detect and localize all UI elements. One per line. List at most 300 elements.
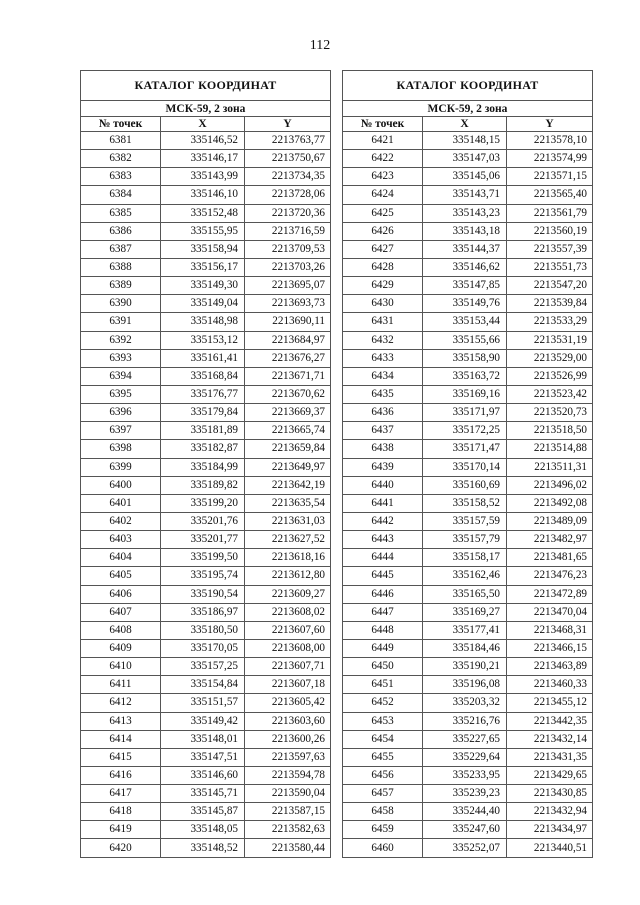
y-coordinate-cell: 2213547,20 xyxy=(507,277,593,295)
table-row xyxy=(343,748,593,766)
table-row xyxy=(343,512,593,530)
table-row xyxy=(343,258,593,276)
column-header-number: № точек xyxy=(343,117,423,132)
y-coordinate-cell: 2213430,85 xyxy=(507,785,593,803)
table-row xyxy=(81,785,331,803)
x-coordinate-cell: 335157,79 xyxy=(423,531,507,549)
y-coordinate-cell: 2213763,77 xyxy=(245,132,331,150)
table-body xyxy=(343,132,593,858)
y-coordinate-cell: 2213472,89 xyxy=(507,585,593,603)
coordinate-catalog-table-right xyxy=(342,70,593,858)
y-coordinate-cell: 2213482,97 xyxy=(507,531,593,549)
point-number-cell: 6439 xyxy=(343,458,423,476)
y-coordinate-cell: 2213631,03 xyxy=(245,512,331,530)
table-row xyxy=(343,150,593,168)
y-coordinate-cell: 2213561,79 xyxy=(507,204,593,222)
x-coordinate-cell: 335148,52 xyxy=(161,839,245,857)
y-coordinate-cell: 2213455,12 xyxy=(507,694,593,712)
point-number-cell: 6385 xyxy=(81,204,161,222)
x-coordinate-cell: 335216,76 xyxy=(423,712,507,730)
y-coordinate-cell: 2213627,52 xyxy=(245,531,331,549)
point-number-cell: 6416 xyxy=(81,766,161,784)
x-coordinate-cell: 335165,50 xyxy=(423,585,507,603)
x-coordinate-cell: 335143,71 xyxy=(423,186,507,204)
x-coordinate-cell: 335155,66 xyxy=(423,331,507,349)
x-coordinate-cell: 335158,94 xyxy=(161,240,245,258)
column-header-x: X xyxy=(423,117,507,132)
y-coordinate-cell: 2213518,50 xyxy=(507,422,593,440)
y-coordinate-cell: 2213431,35 xyxy=(507,748,593,766)
point-number-cell: 6450 xyxy=(343,658,423,676)
x-coordinate-cell: 335180,50 xyxy=(161,621,245,639)
y-coordinate-cell: 2213669,37 xyxy=(245,404,331,422)
table-row xyxy=(343,730,593,748)
y-coordinate-cell: 2213670,62 xyxy=(245,385,331,403)
table-row xyxy=(343,295,593,313)
table-row xyxy=(81,367,331,385)
y-coordinate-cell: 2213470,04 xyxy=(507,603,593,621)
point-number-cell: 6411 xyxy=(81,676,161,694)
point-number-cell: 6425 xyxy=(343,204,423,222)
point-number-cell: 6394 xyxy=(81,367,161,385)
x-coordinate-cell: 335156,17 xyxy=(161,258,245,276)
catalog-title: КАТАЛОГ КООРДИНАТ xyxy=(81,71,331,101)
x-coordinate-cell: 335170,14 xyxy=(423,458,507,476)
column-header-y: Y xyxy=(507,117,593,132)
x-coordinate-cell: 335171,97 xyxy=(423,404,507,422)
table-row xyxy=(343,712,593,730)
x-coordinate-cell: 335184,99 xyxy=(161,458,245,476)
x-coordinate-cell: 335177,41 xyxy=(423,621,507,639)
y-coordinate-cell: 2213695,07 xyxy=(245,277,331,295)
table-row xyxy=(343,404,593,422)
x-coordinate-cell: 335244,40 xyxy=(423,803,507,821)
y-coordinate-cell: 2213511,31 xyxy=(507,458,593,476)
y-coordinate-cell: 2213608,00 xyxy=(245,639,331,657)
table-row xyxy=(81,295,331,313)
table-row xyxy=(343,186,593,204)
table-row xyxy=(81,258,331,276)
table-row xyxy=(81,222,331,240)
point-number-cell: 6449 xyxy=(343,639,423,657)
point-number-cell: 6415 xyxy=(81,748,161,766)
y-coordinate-cell: 2213526,99 xyxy=(507,367,593,385)
table-row xyxy=(81,621,331,639)
point-number-cell: 6412 xyxy=(81,694,161,712)
y-coordinate-cell: 2213703,26 xyxy=(245,258,331,276)
point-number-cell: 6390 xyxy=(81,295,161,313)
point-number-cell: 6393 xyxy=(81,349,161,367)
table-row xyxy=(343,494,593,512)
y-coordinate-cell: 2213468,31 xyxy=(507,621,593,639)
table-row xyxy=(81,839,331,857)
point-number-cell: 6401 xyxy=(81,494,161,512)
table-row xyxy=(343,222,593,240)
table-row xyxy=(81,422,331,440)
y-coordinate-cell: 2213684,97 xyxy=(245,331,331,349)
point-number-cell: 6420 xyxy=(81,839,161,857)
x-coordinate-cell: 335189,82 xyxy=(161,476,245,494)
table-row xyxy=(81,766,331,784)
column-header-number: № точек xyxy=(81,117,161,132)
y-coordinate-cell: 2213607,18 xyxy=(245,676,331,694)
point-number-cell: 6387 xyxy=(81,240,161,258)
x-coordinate-cell: 335153,12 xyxy=(161,331,245,349)
y-coordinate-cell: 2213574,99 xyxy=(507,150,593,168)
point-number-cell: 6426 xyxy=(343,222,423,240)
table-row xyxy=(343,676,593,694)
point-number-cell: 6444 xyxy=(343,549,423,567)
x-coordinate-cell: 335146,62 xyxy=(423,258,507,276)
table-row xyxy=(81,132,331,150)
y-coordinate-cell: 2213529,00 xyxy=(507,349,593,367)
point-number-cell: 6398 xyxy=(81,440,161,458)
point-number-cell: 6440 xyxy=(343,476,423,494)
x-coordinate-cell: 335186,97 xyxy=(161,603,245,621)
table-row xyxy=(343,458,593,476)
y-coordinate-cell: 2213571,15 xyxy=(507,168,593,186)
y-coordinate-cell: 2213665,74 xyxy=(245,422,331,440)
x-coordinate-cell: 335145,06 xyxy=(423,168,507,186)
point-number-cell: 6413 xyxy=(81,712,161,730)
table-row xyxy=(343,313,593,331)
y-coordinate-cell: 2213605,42 xyxy=(245,694,331,712)
y-coordinate-cell: 2213600,26 xyxy=(245,730,331,748)
x-coordinate-cell: 335190,54 xyxy=(161,585,245,603)
y-coordinate-cell: 2213531,19 xyxy=(507,331,593,349)
y-coordinate-cell: 2213734,35 xyxy=(245,168,331,186)
point-number-cell: 6446 xyxy=(343,585,423,603)
x-coordinate-cell: 335201,77 xyxy=(161,531,245,549)
catalog-title: КАТАЛОГ КООРДИНАТ xyxy=(343,71,593,101)
y-coordinate-cell: 2213520,73 xyxy=(507,404,593,422)
point-number-cell: 6391 xyxy=(81,313,161,331)
point-number-cell: 6434 xyxy=(343,367,423,385)
y-coordinate-cell: 2213476,23 xyxy=(507,567,593,585)
point-number-cell: 6443 xyxy=(343,531,423,549)
x-coordinate-cell: 335148,01 xyxy=(161,730,245,748)
x-coordinate-cell: 335158,90 xyxy=(423,349,507,367)
point-number-cell: 6442 xyxy=(343,512,423,530)
table-row xyxy=(343,621,593,639)
y-coordinate-cell: 2213618,16 xyxy=(245,549,331,567)
y-coordinate-cell: 2213612,80 xyxy=(245,567,331,585)
x-coordinate-cell: 335146,52 xyxy=(161,132,245,150)
point-number-cell: 6417 xyxy=(81,785,161,803)
point-number-cell: 6414 xyxy=(81,730,161,748)
y-coordinate-cell: 2213466,15 xyxy=(507,639,593,657)
table-row xyxy=(81,494,331,512)
table-row xyxy=(81,186,331,204)
y-coordinate-cell: 2213557,39 xyxy=(507,240,593,258)
y-coordinate-cell: 2213671,71 xyxy=(245,367,331,385)
point-number-cell: 6406 xyxy=(81,585,161,603)
table-row xyxy=(343,658,593,676)
x-coordinate-cell: 335147,85 xyxy=(423,277,507,295)
table-row xyxy=(81,549,331,567)
point-number-cell: 6423 xyxy=(343,168,423,186)
point-number-cell: 6381 xyxy=(81,132,161,150)
x-coordinate-cell: 335169,27 xyxy=(423,603,507,621)
point-number-cell: 6418 xyxy=(81,803,161,821)
table-row xyxy=(343,367,593,385)
y-coordinate-cell: 2213720,36 xyxy=(245,204,331,222)
table-row xyxy=(343,585,593,603)
point-number-cell: 6429 xyxy=(343,277,423,295)
point-number-cell: 6408 xyxy=(81,621,161,639)
y-coordinate-cell: 2213560,19 xyxy=(507,222,593,240)
point-number-cell: 6427 xyxy=(343,240,423,258)
point-number-cell: 6448 xyxy=(343,621,423,639)
point-number-cell: 6430 xyxy=(343,295,423,313)
x-coordinate-cell: 335147,51 xyxy=(161,748,245,766)
y-coordinate-cell: 2213523,42 xyxy=(507,385,593,403)
y-coordinate-cell: 2213432,14 xyxy=(507,730,593,748)
x-coordinate-cell: 335151,57 xyxy=(161,694,245,712)
table-row xyxy=(81,458,331,476)
x-coordinate-cell: 335153,44 xyxy=(423,313,507,331)
y-coordinate-cell: 2213716,59 xyxy=(245,222,331,240)
table-row xyxy=(343,803,593,821)
x-coordinate-cell: 335168,84 xyxy=(161,367,245,385)
point-number-cell: 6460 xyxy=(343,839,423,857)
table-row xyxy=(343,277,593,295)
x-coordinate-cell: 335158,17 xyxy=(423,549,507,567)
point-number-cell: 6410 xyxy=(81,658,161,676)
table-row xyxy=(81,676,331,694)
table-row xyxy=(343,694,593,712)
x-coordinate-cell: 335247,60 xyxy=(423,821,507,839)
x-coordinate-cell: 335181,89 xyxy=(161,422,245,440)
point-number-cell: 6383 xyxy=(81,168,161,186)
point-number-cell: 6435 xyxy=(343,385,423,403)
point-number-cell: 6386 xyxy=(81,222,161,240)
x-coordinate-cell: 335195,74 xyxy=(161,567,245,585)
x-coordinate-cell: 335184,46 xyxy=(423,639,507,657)
point-number-cell: 6421 xyxy=(343,132,423,150)
point-number-cell: 6388 xyxy=(81,258,161,276)
y-coordinate-cell: 2213578,10 xyxy=(507,132,593,150)
x-coordinate-cell: 335190,21 xyxy=(423,658,507,676)
x-coordinate-cell: 335146,10 xyxy=(161,186,245,204)
y-coordinate-cell: 2213481,65 xyxy=(507,549,593,567)
point-number-cell: 6422 xyxy=(343,150,423,168)
table-row xyxy=(81,240,331,258)
x-coordinate-cell: 335170,05 xyxy=(161,639,245,657)
y-coordinate-cell: 2213565,40 xyxy=(507,186,593,204)
x-coordinate-cell: 335148,15 xyxy=(423,132,507,150)
table-row xyxy=(81,440,331,458)
y-coordinate-cell: 2213693,73 xyxy=(245,295,331,313)
table-row xyxy=(81,730,331,748)
table-row xyxy=(81,404,331,422)
table-row xyxy=(81,385,331,403)
y-coordinate-cell: 2213649,97 xyxy=(245,458,331,476)
x-coordinate-cell: 335199,50 xyxy=(161,549,245,567)
x-coordinate-cell: 335144,37 xyxy=(423,240,507,258)
x-coordinate-cell: 335233,95 xyxy=(423,766,507,784)
point-number-cell: 6457 xyxy=(343,785,423,803)
y-coordinate-cell: 2213603,60 xyxy=(245,712,331,730)
y-coordinate-cell: 2213551,73 xyxy=(507,258,593,276)
table-row xyxy=(343,476,593,494)
y-coordinate-cell: 2213460,33 xyxy=(507,676,593,694)
x-coordinate-cell: 335169,16 xyxy=(423,385,507,403)
y-coordinate-cell: 2213580,44 xyxy=(245,839,331,857)
x-coordinate-cell: 335145,87 xyxy=(161,803,245,821)
y-coordinate-cell: 2213659,84 xyxy=(245,440,331,458)
x-coordinate-cell: 335157,59 xyxy=(423,512,507,530)
table-row xyxy=(343,331,593,349)
point-number-cell: 6382 xyxy=(81,150,161,168)
point-number-cell: 6438 xyxy=(343,440,423,458)
table-row xyxy=(343,567,593,585)
table-row xyxy=(343,204,593,222)
x-coordinate-cell: 335149,76 xyxy=(423,295,507,313)
x-coordinate-cell: 335148,05 xyxy=(161,821,245,839)
y-coordinate-cell: 2213594,78 xyxy=(245,766,331,784)
table-row xyxy=(81,150,331,168)
x-coordinate-cell: 335158,52 xyxy=(423,494,507,512)
table-row xyxy=(343,821,593,839)
point-number-cell: 6389 xyxy=(81,277,161,295)
x-coordinate-cell: 335161,41 xyxy=(161,349,245,367)
table-row xyxy=(81,168,331,186)
x-coordinate-cell: 335148,98 xyxy=(161,313,245,331)
table-row xyxy=(343,785,593,803)
y-coordinate-cell: 2213432,94 xyxy=(507,803,593,821)
table-row xyxy=(343,839,593,857)
x-coordinate-cell: 335155,95 xyxy=(161,222,245,240)
point-number-cell: 6433 xyxy=(343,349,423,367)
point-number-cell: 6403 xyxy=(81,531,161,549)
catalog-zone: МСК-59, 2 зона xyxy=(343,101,593,117)
y-coordinate-cell: 2213533,29 xyxy=(507,313,593,331)
point-number-cell: 6447 xyxy=(343,603,423,621)
y-coordinate-cell: 2213429,65 xyxy=(507,766,593,784)
point-number-cell: 6405 xyxy=(81,567,161,585)
table-row xyxy=(81,748,331,766)
x-coordinate-cell: 335179,84 xyxy=(161,404,245,422)
table-row xyxy=(81,476,331,494)
point-number-cell: 6395 xyxy=(81,385,161,403)
table-row xyxy=(81,204,331,222)
x-coordinate-cell: 335149,42 xyxy=(161,712,245,730)
table-row xyxy=(343,531,593,549)
x-coordinate-cell: 335145,71 xyxy=(161,785,245,803)
table-row xyxy=(343,349,593,367)
table-row xyxy=(81,531,331,549)
y-coordinate-cell: 2213642,19 xyxy=(245,476,331,494)
table-row xyxy=(81,313,331,331)
table-body xyxy=(81,132,331,858)
table-row xyxy=(81,803,331,821)
y-coordinate-cell: 2213539,84 xyxy=(507,295,593,313)
x-coordinate-cell: 335143,99 xyxy=(161,168,245,186)
y-coordinate-cell: 2213676,27 xyxy=(245,349,331,367)
point-number-cell: 6445 xyxy=(343,567,423,585)
point-number-cell: 6396 xyxy=(81,404,161,422)
x-coordinate-cell: 335163,72 xyxy=(423,367,507,385)
table-row xyxy=(81,349,331,367)
point-number-cell: 6419 xyxy=(81,821,161,839)
table-row xyxy=(343,422,593,440)
point-number-cell: 6451 xyxy=(343,676,423,694)
page-number: 112 xyxy=(309,38,331,53)
table-row xyxy=(81,512,331,530)
y-coordinate-cell: 2213496,02 xyxy=(507,476,593,494)
table-row xyxy=(81,694,331,712)
x-coordinate-cell: 335176,77 xyxy=(161,385,245,403)
y-coordinate-cell: 2213582,63 xyxy=(245,821,331,839)
point-number-cell: 6397 xyxy=(81,422,161,440)
point-number-cell: 6452 xyxy=(343,694,423,712)
y-coordinate-cell: 2213709,53 xyxy=(245,240,331,258)
point-number-cell: 6384 xyxy=(81,186,161,204)
table-row xyxy=(343,766,593,784)
x-coordinate-cell: 335201,76 xyxy=(161,512,245,530)
point-number-cell: 6424 xyxy=(343,186,423,204)
point-number-cell: 6399 xyxy=(81,458,161,476)
point-number-cell: 6454 xyxy=(343,730,423,748)
y-coordinate-cell: 2213514,88 xyxy=(507,440,593,458)
y-coordinate-cell: 2213608,02 xyxy=(245,603,331,621)
y-coordinate-cell: 2213440,51 xyxy=(507,839,593,857)
y-coordinate-cell: 2213587,15 xyxy=(245,803,331,821)
table-row xyxy=(343,132,593,150)
x-coordinate-cell: 335146,60 xyxy=(161,766,245,784)
x-coordinate-cell: 335146,17 xyxy=(161,150,245,168)
y-coordinate-cell: 2213597,63 xyxy=(245,748,331,766)
point-number-cell: 6441 xyxy=(343,494,423,512)
table-row xyxy=(343,240,593,258)
y-coordinate-cell: 2213690,11 xyxy=(245,313,331,331)
x-coordinate-cell: 335147,03 xyxy=(423,150,507,168)
x-coordinate-cell: 335143,18 xyxy=(423,222,507,240)
x-coordinate-cell: 335203,32 xyxy=(423,694,507,712)
y-coordinate-cell: 2213590,04 xyxy=(245,785,331,803)
table-row xyxy=(81,658,331,676)
y-coordinate-cell: 2213489,09 xyxy=(507,512,593,530)
x-coordinate-cell: 335160,69 xyxy=(423,476,507,494)
table-row xyxy=(343,440,593,458)
x-coordinate-cell: 335229,64 xyxy=(423,748,507,766)
point-number-cell: 6428 xyxy=(343,258,423,276)
x-coordinate-cell: 335152,48 xyxy=(161,204,245,222)
y-coordinate-cell: 2213463,89 xyxy=(507,658,593,676)
point-number-cell: 6455 xyxy=(343,748,423,766)
point-number-cell: 6402 xyxy=(81,512,161,530)
point-number-cell: 6407 xyxy=(81,603,161,621)
table-row xyxy=(81,585,331,603)
x-coordinate-cell: 335162,46 xyxy=(423,567,507,585)
point-number-cell: 6437 xyxy=(343,422,423,440)
point-number-cell: 6459 xyxy=(343,821,423,839)
y-coordinate-cell: 2213607,60 xyxy=(245,621,331,639)
x-coordinate-cell: 335154,84 xyxy=(161,676,245,694)
table-row xyxy=(81,712,331,730)
table-row xyxy=(343,603,593,621)
catalog-zone: МСК-59, 2 зона xyxy=(81,101,331,117)
x-coordinate-cell: 335252,07 xyxy=(423,839,507,857)
column-header-x: X xyxy=(161,117,245,132)
point-number-cell: 6432 xyxy=(343,331,423,349)
x-coordinate-cell: 335239,23 xyxy=(423,785,507,803)
point-number-cell: 6456 xyxy=(343,766,423,784)
y-coordinate-cell: 2213434,97 xyxy=(507,821,593,839)
table-row xyxy=(343,168,593,186)
table-row xyxy=(81,603,331,621)
